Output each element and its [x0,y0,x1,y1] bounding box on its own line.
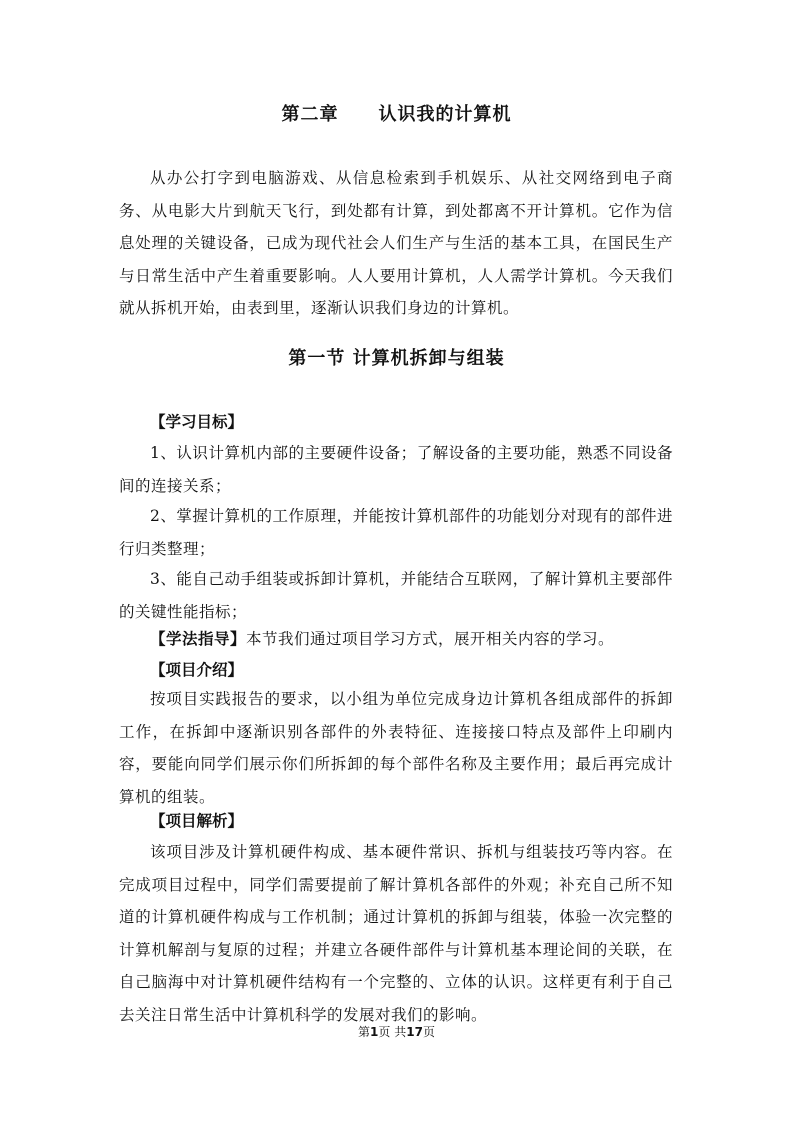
method-line [150,623,680,655]
chapter-name: 认识我的计算机 [378,104,512,125]
project-analysis-label: 【项目解析】 [150,812,244,830]
section-title: 第一节 计算机拆卸与组装 [288,348,505,369]
method-label: 【学法指导】 [150,630,247,648]
objective-item-1: 1、认识计算机内部的主要硬件设备；了解设备的主要功能，熟悉不同设备间的连接关系； [119,444,673,495]
objective-item-3: 3、能自己动手组装或拆卸计算机，并能结合互联网，了解计算机主要部件的关键性能指标； [119,570,673,621]
method-text: 本节我们通过项目学习方式，展开相关内容的学习。 [246,630,615,648]
chapter-number: 第二章 [281,104,339,125]
objectives-label: 【学习目标】 [150,413,244,431]
page-total: 17 [406,1025,423,1039]
chapter-title [0,102,793,128]
page-number: 1 [370,1025,379,1039]
project-analysis-paragraph: 该项目涉及计算机硬件构成、基本硬件常识、拆机与组装技巧等内容。在完成项目过程中，同学们需要提前了解计算机各部件的外观；补充自己所不知道的计算机硬件构成与工作机制；通过计算机的拆卸与组装，体验一次完整的计算机解剖与复原的过程；并建立各硬件部件与计算机基本理论间的关联，在自己脑海中对计算机硬件结构有一个完整的、立体的认识。这样更有利于自己去关注日常生活中计算机科学的发展对我们的影响。 [119,843,673,1024]
page-footer: 第1页 共17页 [358,1025,435,1039]
intro-paragraph: 从办公打字到电脑游戏、从信息检索到手机娱乐、从社交网络到电子商务、从电影大片到航天飞行，到处都有计算，到处都离不开计算机。它作为信息处理的关键设备，已成为现代社会人们生产与生活的基本工具，在国民生产与日常生活中产生着重要影响。人人要用计算机，人人需学计算机。今天我们就从拆机开始，由表到里，逐渐认识我们身边的计算机。 [119,169,673,317]
project-intro-paragraph: 按项目实践报告的要求，以小组为单位完成身边计算机各组成部件的拆卸工作，在拆卸中逐渐识别各部件的外表特征、连接接口特点及部件上印刷内容，要能向同学们展示你们所拆卸的每个部件名称及主要作用；最后再完成计算机的组装。 [119,690,673,806]
project-intro-label: 【项目介绍】 [150,661,244,679]
objective-item-2: 2、掌握计算机的工作原理，并能按计算机部件的功能划分对现有的部件进行归类整理； [119,507,673,558]
